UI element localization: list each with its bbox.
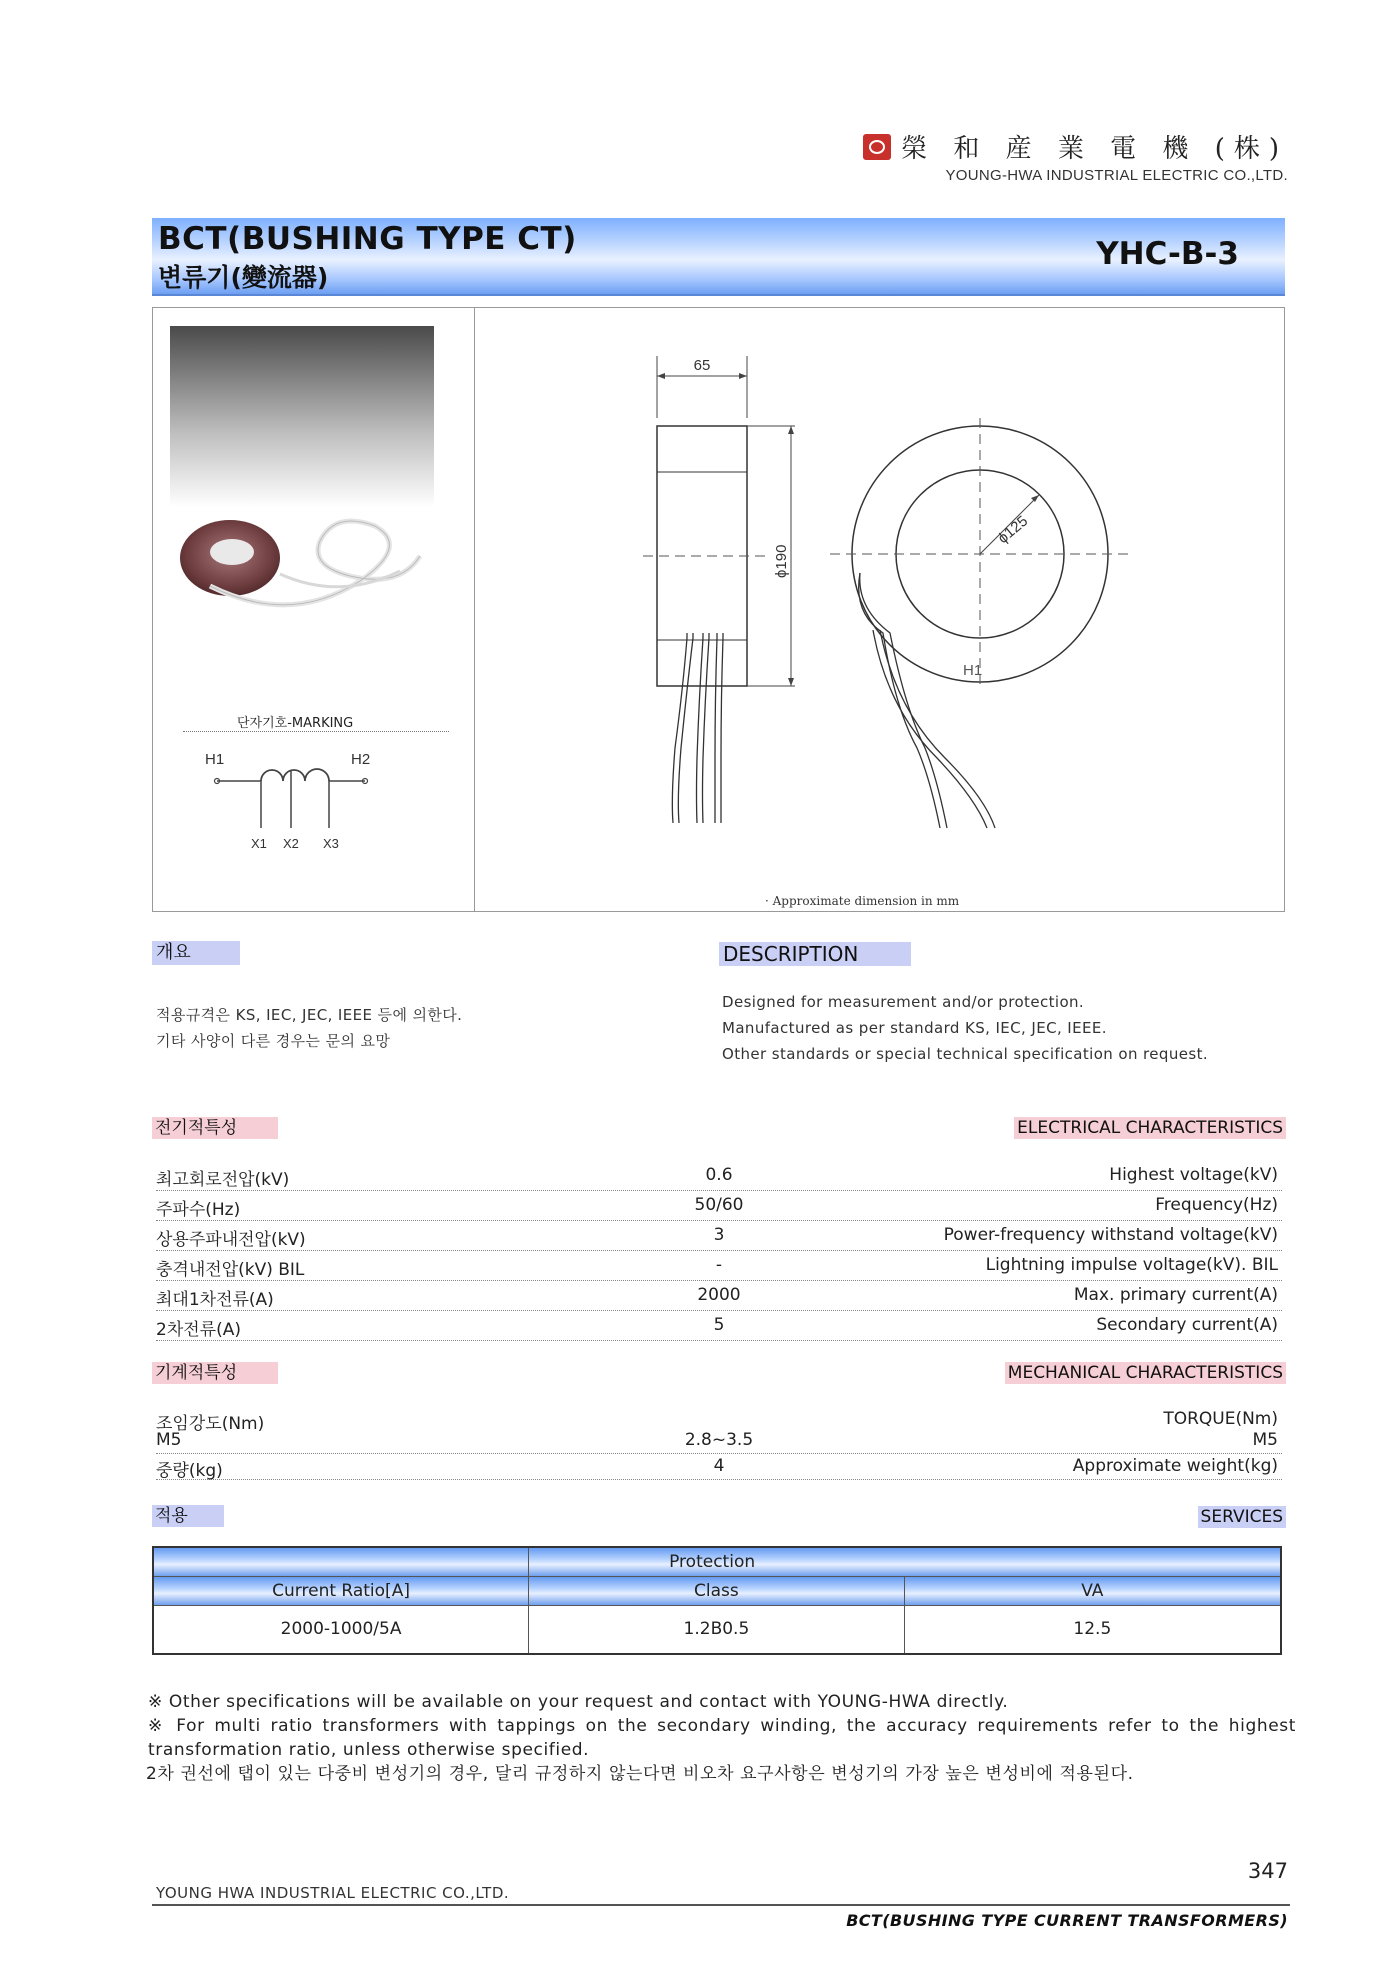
model-number: YHC-B-3 [1096,236,1239,272]
terminal-marking-diagram [193,746,393,856]
services-group-header-row [153,1547,1281,1576]
electrical-label-en: ELECTRICAL CHARACTERISTICS [1014,1117,1286,1139]
spec-value: - [715,1255,723,1275]
approx-dimension-note: · Approximate dimension in mm [765,894,960,908]
dim-inner-label: ϕ125 [994,512,1032,548]
weight-label-en: Approximate weight(kg) [1072,1456,1278,1476]
dim-outer-label: ϕ190 [773,544,790,578]
torque-value: 2.8~3.5 [684,1430,754,1450]
torque-size-kr: M5 [156,1430,182,1450]
spec-row [156,1251,1282,1281]
dim-width-label: 65 [693,357,711,374]
spec-row [156,1161,1282,1191]
spec-value: 50/60 [694,1195,744,1215]
footer-company: YOUNG HWA INDUSTRIAL ELECTRIC CO.,LTD. [156,1884,510,1902]
page-number: 347 [1247,1859,1288,1883]
company-name-cjk: 榮 和 産 業 電 機 (株) [901,134,1288,164]
spec-row [156,1281,1282,1311]
services-column-header: VA [904,1576,1281,1605]
spec-value: 3 [713,1225,725,1245]
mechanical-label-en: MECHANICAL CHARACTERISTICS [1005,1362,1286,1384]
drawing-h1-label: H1 [963,662,983,679]
marking-x2-label: X2 [283,836,299,851]
services-data-row [153,1605,1281,1654]
note-line: 2차 권선에 탭이 있는 다중비 변성기의 경우, 달리 규정하지 않는다면 비오차 요구사항은 변성기의 가장 높은 변성비에 적용된다. [146,1764,1134,1784]
weight-row [156,1454,1282,1480]
title-bar [152,218,1285,296]
dimension-drawing [475,308,1284,898]
weight-label-kr: 중량(kg) [156,1461,223,1481]
services-table [152,1546,1282,1655]
torque-label-en: TORQUE(Nm) [1163,1409,1278,1429]
company-header [863,128,1288,184]
services-column-header: Current Ratio[A] [153,1576,529,1605]
spec-label-en: Secondary current(A) [1096,1315,1278,1335]
spec-label-en: Power-frequency withstand voltage(kV) [943,1225,1278,1245]
electrical-label-kr: 전기적특성 [152,1117,278,1139]
marking-label: 단자기호-MARKING [237,716,354,731]
electrical-table [156,1161,1282,1341]
marking-x1-label: X1 [251,836,267,851]
spec-label-kr: 최대1차전류(A) [156,1290,274,1310]
notes-block [146,1690,1296,1786]
services-label-en: SERVICES [1198,1506,1286,1528]
spec-label-kr: 최고회로전압(kV) [156,1170,290,1190]
product-title: BCT(BUSHING TYPE CT) [158,221,577,257]
product-subtitle: 변류기(變流器) [158,263,329,292]
spec-value: 0.6 [705,1165,733,1185]
mechanical-label-kr: 기계적특성 [152,1362,278,1384]
figure-box [152,307,1285,912]
spec-value: 2000 [697,1285,741,1305]
description-label-en: DESCRIPTION [719,942,911,966]
spec-row [156,1311,1282,1341]
spec-label-en: Max. primary current(A) [1073,1285,1278,1305]
overview-text-kr [156,1002,462,1054]
services-left-blank [153,1547,529,1576]
torque-value-row [156,1429,1282,1454]
spec-row [156,1221,1282,1251]
description-en-line: Manufactured as per standard KS, IEC, JEC, IEEE. [722,1019,1107,1037]
services-group-header: Protection [529,1547,1281,1576]
torque-header-row [156,1405,1282,1434]
overview-label-kr: 개요 [152,941,240,965]
company-logo-icon [863,134,891,160]
description-en-line: Designed for measurement and/or protection. [722,993,1085,1011]
services-column-header: Class [529,1576,905,1605]
services-column-header-row [153,1576,1281,1605]
spec-label-en: Frequency(Hz) [1155,1195,1278,1215]
marking-divider [183,731,449,732]
mechanical-table [156,1405,1282,1480]
description-en-line: Other standards or special technical specification on request. [722,1045,1209,1063]
spec-label-kr: 2차전류(A) [156,1320,241,1340]
spec-value: 5 [713,1315,725,1335]
spec-label-kr: 충격내전압(kV) BIL [156,1260,305,1280]
company-name-en: YOUNG-HWA INDUSTRIAL ELECTRIC CO.,LTD. [945,167,1288,184]
marking-h1-label: H1 [205,751,225,768]
spec-label-en: Lightning impulse voltage(kV). BIL [985,1255,1278,1275]
note-line: ※ Other specifications will be available on your request and contact with YOUNG-HWA directly. [148,1692,1009,1712]
weight-value: 4 [713,1456,725,1476]
services-label-kr: 적용 [152,1505,224,1527]
services-cell: 1.2B0.5 [529,1605,905,1654]
overview-kr-line: 적용규격은 KS, IEC, JEC, IEEE 등에 의한다. [156,1006,463,1024]
footer-title: BCT(BUSHING TYPE CURRENT TRANSFORMERS) [846,1911,1288,1930]
spec-label-kr: 주파수(Hz) [156,1200,241,1220]
marking-h2-label: H2 [351,751,371,768]
description-text-en [722,989,1208,1067]
note-line: ※ For multi ratio transformers with tappings on the secondary winding, the accuracy requirements refer to the highest transformation ratio, unless otherwise specified. [148,1716,1296,1760]
torque-label-kr: 조임강도(Nm) [156,1414,265,1434]
services-cell: 12.5 [904,1605,1281,1654]
footer-divider [152,1904,1290,1906]
spec-label-en: Highest voltage(kV) [1109,1165,1278,1185]
spec-label-kr: 상용주파내전압(kV) [156,1230,306,1250]
product-photo [170,326,434,628]
torque-size-en: M5 [1252,1430,1278,1450]
overview-kr-line: 기타 사양이 다른 경우는 문의 요망 [156,1032,391,1050]
services-cell: 2000-1000/5A [153,1605,529,1654]
spec-row [156,1191,1282,1221]
marking-x3-label: X3 [323,836,339,851]
